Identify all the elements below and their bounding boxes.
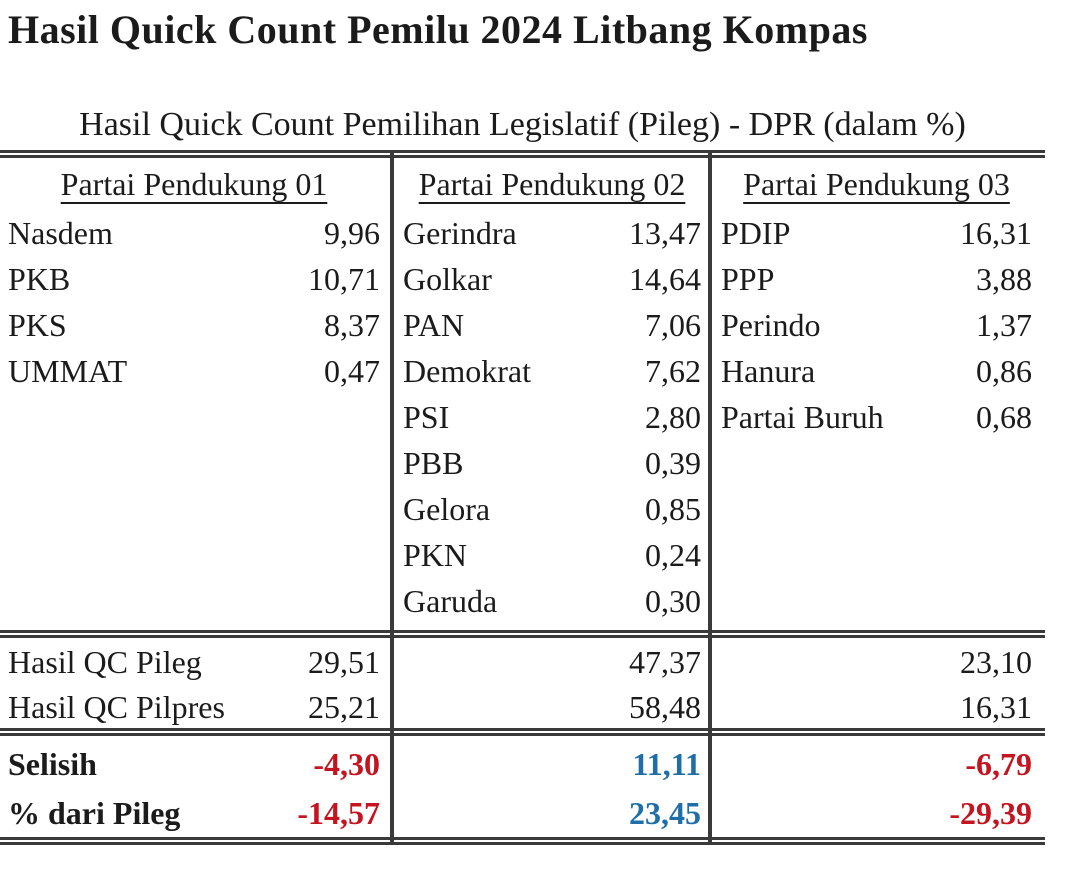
party-row <box>403 486 701 532</box>
double-rule-bottom <box>0 837 1045 845</box>
party-row <box>8 210 380 256</box>
party-row <box>721 210 1032 256</box>
party-name: Perindo <box>721 307 821 343</box>
double-rule-after-parties <box>0 630 1045 638</box>
summary-value: -6,79 <box>965 746 1032 782</box>
party-row <box>721 302 1032 348</box>
party-name: Gelora <box>403 491 491 527</box>
summary-value: 47,37 <box>629 644 701 680</box>
column-header: Partai Pendukung 02 <box>418 166 686 202</box>
party-value: 16,31 <box>960 215 1032 251</box>
party-name: UMMAT <box>8 353 128 389</box>
summary-value: 25,21 <box>308 689 380 725</box>
party-name: PDIP <box>721 215 791 251</box>
party-row <box>8 256 380 302</box>
party-row <box>721 348 1032 394</box>
summary-value: -4,30 <box>313 746 380 782</box>
summary-row-qc-pileg <box>8 640 380 685</box>
party-value: 7,62 <box>645 353 701 389</box>
party-name: PKN <box>403 537 468 573</box>
party-value: 8,37 <box>324 307 380 343</box>
column-header: Partai Pendukung 03 <box>743 166 1010 202</box>
summary-row-pct <box>721 789 1032 838</box>
column-pendukung-03 <box>712 158 1045 440</box>
party-row <box>403 210 701 256</box>
qc-summary-section <box>0 640 1067 730</box>
party-row <box>721 256 1032 302</box>
party-name: PBB <box>403 445 464 481</box>
party-name: Hanura <box>721 353 816 389</box>
party-name: PPP <box>721 261 775 297</box>
summary-row-qc-pilpres <box>403 685 701 730</box>
party-value: 9,96 <box>324 215 380 251</box>
double-rule-top <box>0 150 1045 158</box>
summary-label: % dari Pileg <box>8 795 181 831</box>
table-subtitle: Hasil Quick Count Pemilihan Legislatif (Pileg) - DPR (dalam %) <box>79 106 966 143</box>
page-title: Hasil Quick Count Pemilu 2024 Litbang Kompas <box>8 7 868 52</box>
party-row <box>403 302 701 348</box>
summary-row-qc-pileg <box>721 640 1032 685</box>
party-value: 0,39 <box>645 445 701 481</box>
party-row <box>721 394 1032 440</box>
party-value: 0,85 <box>645 491 701 527</box>
summary-label: Hasil QC Pileg <box>8 644 202 680</box>
party-value: 13,47 <box>629 215 701 251</box>
summary-row-qc-pileg <box>403 640 701 685</box>
summary-row-selisih <box>721 740 1032 789</box>
party-name: Garuda <box>403 583 498 619</box>
column-header: Partai Pendukung 01 <box>60 166 328 202</box>
party-value: 3,88 <box>976 261 1032 297</box>
summary-value: -14,57 <box>297 795 380 831</box>
summary-row-selisih <box>403 740 701 789</box>
party-value: 7,06 <box>645 307 701 343</box>
summary-value: 23,45 <box>629 795 701 831</box>
party-value: 0,47 <box>324 353 380 389</box>
party-row <box>403 348 701 394</box>
summary-row-selisih <box>8 740 380 789</box>
summary-value: 29,51 <box>308 644 380 680</box>
column-pendukung-01 <box>0 158 390 394</box>
summary-row-pct <box>8 789 380 838</box>
party-row <box>8 348 380 394</box>
summary-value: 16,31 <box>960 689 1032 725</box>
party-name: PSI <box>403 399 450 435</box>
selisih-section <box>0 740 1067 838</box>
summary-row-pct <box>403 789 701 838</box>
party-row <box>403 394 701 440</box>
party-value: 0,24 <box>645 537 701 573</box>
summary-label: Hasil QC Pilpres <box>8 689 225 725</box>
party-value: 2,80 <box>645 399 701 435</box>
party-name: Partai Buruh <box>721 399 884 435</box>
summary-row-qc-pilpres <box>8 685 380 730</box>
party-value: 0,86 <box>976 353 1032 389</box>
party-value: 0,68 <box>976 399 1032 435</box>
summary-label: Selisih <box>8 746 97 782</box>
party-name: Golkar <box>403 261 492 297</box>
party-row <box>403 440 701 486</box>
summary-row-qc-pilpres <box>721 685 1032 730</box>
summary-value: 23,10 <box>960 644 1032 680</box>
party-row <box>8 302 380 348</box>
party-section <box>0 158 1067 630</box>
party-name: PKS <box>8 307 67 343</box>
column-pendukung-02 <box>394 158 708 624</box>
summary-value: 58,48 <box>629 689 701 725</box>
party-row <box>403 256 701 302</box>
summary-value: -29,39 <box>949 795 1032 831</box>
party-name: Nasdem <box>8 215 113 251</box>
party-value: 0,30 <box>645 583 701 619</box>
party-row <box>403 578 701 624</box>
party-name: PKB <box>8 261 71 297</box>
party-value: 14,64 <box>629 261 701 297</box>
party-name: Gerindra <box>403 215 517 251</box>
party-value: 10,71 <box>308 261 380 297</box>
summary-value: 11,11 <box>632 746 701 782</box>
party-name: PAN <box>403 307 465 343</box>
party-value: 1,37 <box>976 307 1032 343</box>
party-row <box>403 532 701 578</box>
party-name: Demokrat <box>403 353 531 389</box>
